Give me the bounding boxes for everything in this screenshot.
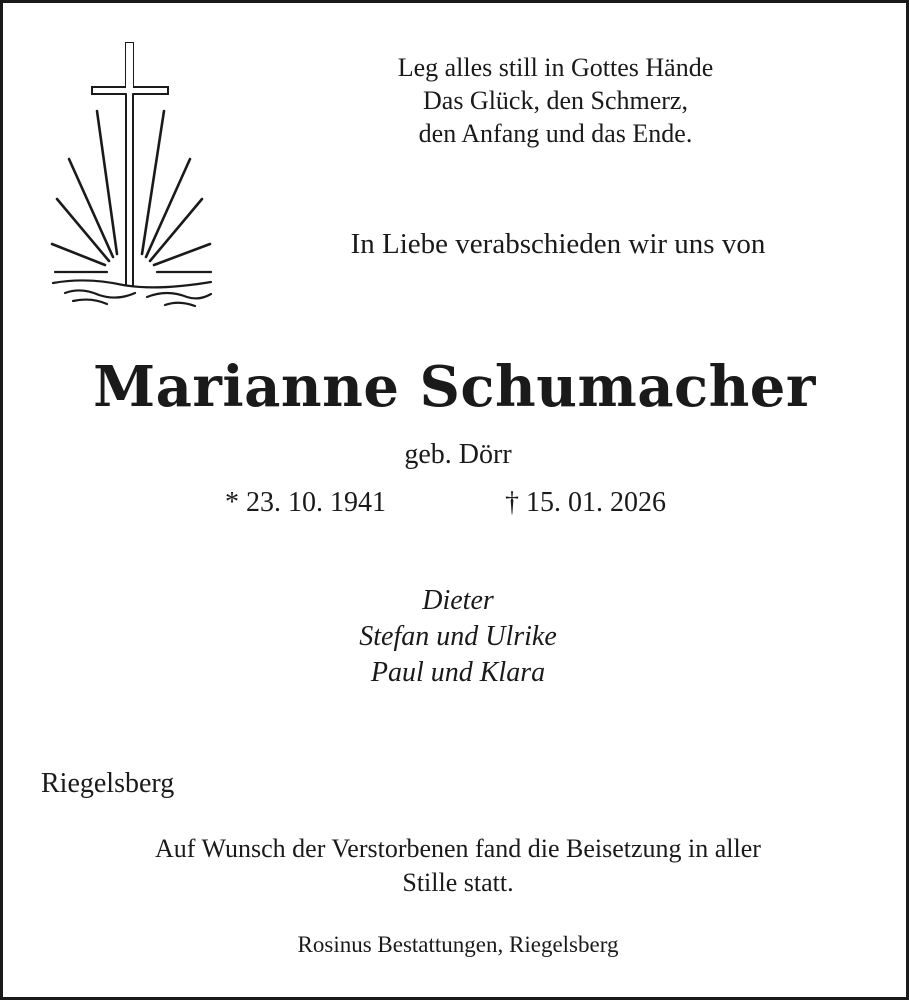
notice-line: Auf Wunsch der Verstorbenen fand die Beisetzung in aller: [155, 834, 761, 863]
place-name: Riegelsberg: [41, 768, 175, 799]
undertaker: Rosinus Bestattungen, Riegelsberg: [297, 932, 619, 957]
mourners-list: [203, 583, 713, 691]
burial-notice: [48, 832, 868, 900]
intro-text: In Liebe verabschieden wir uns von: [350, 228, 766, 260]
mourner: Stefan und Ulrike: [359, 621, 557, 652]
verse-line: Das Glück, den Schmerz,: [423, 86, 688, 115]
notice-line: Stille statt.: [402, 868, 514, 897]
verse-line: den Anfang und das Ende.: [418, 119, 693, 148]
verse: [303, 51, 808, 150]
birth-date: * 23. 10. 1941: [225, 487, 386, 518]
mourner: Paul und Klara: [370, 657, 546, 688]
maiden-name: geb. Dörr: [404, 439, 512, 470]
verse-line: Leg alles still in Gottes Hände: [397, 53, 714, 82]
death-date: † 15. 01. 2026: [505, 487, 666, 518]
deceased-name: Marianne Schumacher: [93, 354, 816, 420]
cross-with-rays-icon: [47, 39, 219, 315]
mourner: Dieter: [422, 585, 494, 616]
